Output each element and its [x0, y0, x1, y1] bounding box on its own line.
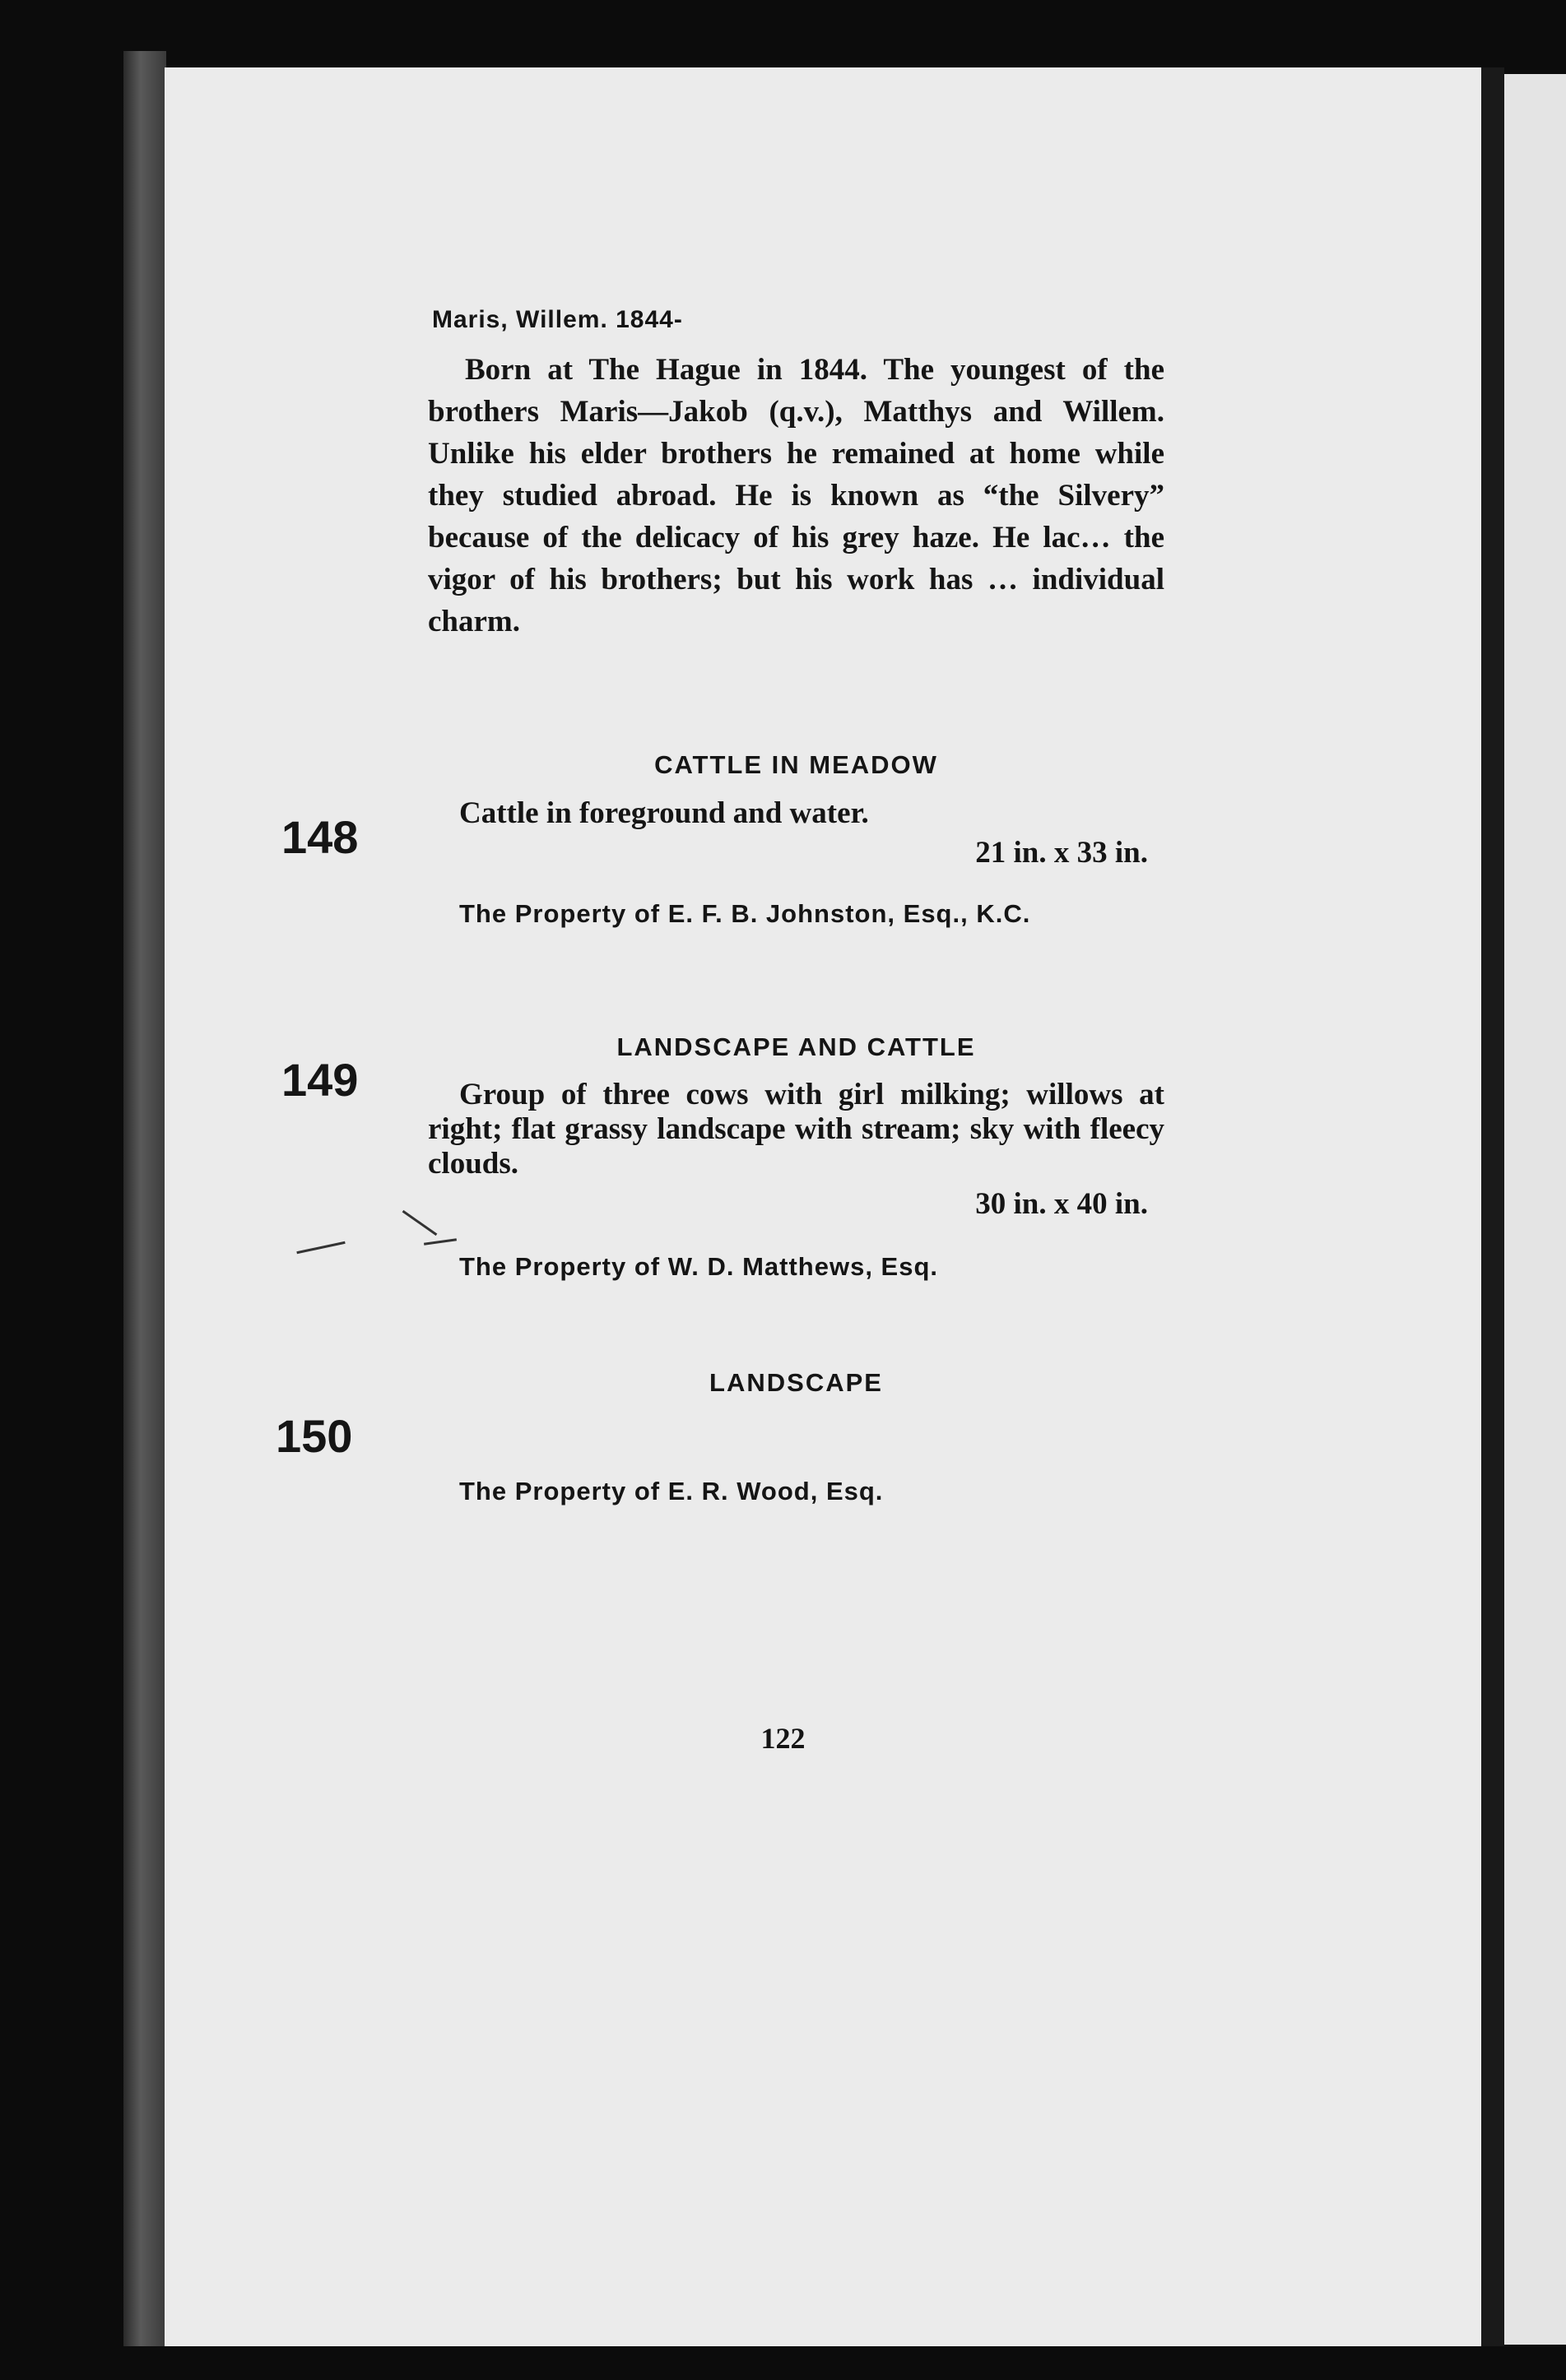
facing-page-edge — [1504, 74, 1566, 2345]
lot-dimensions-148: 21 in. x 33 in. — [975, 836, 1148, 870]
lot-owner-150 — [428, 1477, 1164, 1506]
lot-description-text: Group of three cows with girl milking; willows at right; flat grassy landscape with stream; sky with fleecy clouds. — [428, 1078, 1164, 1181]
lot-description-149 — [428, 1078, 1164, 1181]
lot-owner-text: The Property of E. R. Wood, Esq. — [459, 1477, 884, 1505]
lot-owner-text: The Property of W. D. Matthews, Esq. — [459, 1252, 939, 1281]
lot-number-150: 150 — [276, 1410, 353, 1462]
lot-title-148: CATTLE IN MEADOW — [654, 750, 938, 779]
artist-biography — [428, 349, 1164, 643]
lot-title-149: LANDSCAPE AND CATTLE — [616, 1032, 976, 1061]
page-number: 122 — [760, 1722, 806, 1755]
page-gutter — [1481, 67, 1504, 2346]
lot-owner-text: The Property of E. F. B. Johnston, Esq., K.C. — [459, 899, 1031, 928]
lot-description-148 — [428, 796, 1164, 831]
lot-description-text: Cattle in foreground and water. — [459, 796, 869, 830]
lot-owner-148 — [428, 899, 1164, 929]
biography-text: Born at The Hague in 1844. The youngest of the brothers Maris—Jakob (q.v.), Matthys and Willem. Unlike his elder brothers he remained at home while they studied abroad. He is known as “the Silvery” because of the delicacy of his grey haze. He lac… the vigor of his brothers; but his work has … individual charm. — [428, 353, 1164, 638]
lot-dimensions-149: 30 in. x 40 in. — [975, 1187, 1148, 1221]
lot-owner-149 — [428, 1252, 1164, 1282]
lot-number-149: 149 — [281, 1054, 359, 1106]
lot-title-150: LANDSCAPE — [709, 1368, 883, 1397]
artist-heading: Maris, Willem. 1844- — [432, 306, 683, 333]
book-binding — [123, 51, 166, 2346]
lot-number-148: 148 — [281, 811, 359, 863]
